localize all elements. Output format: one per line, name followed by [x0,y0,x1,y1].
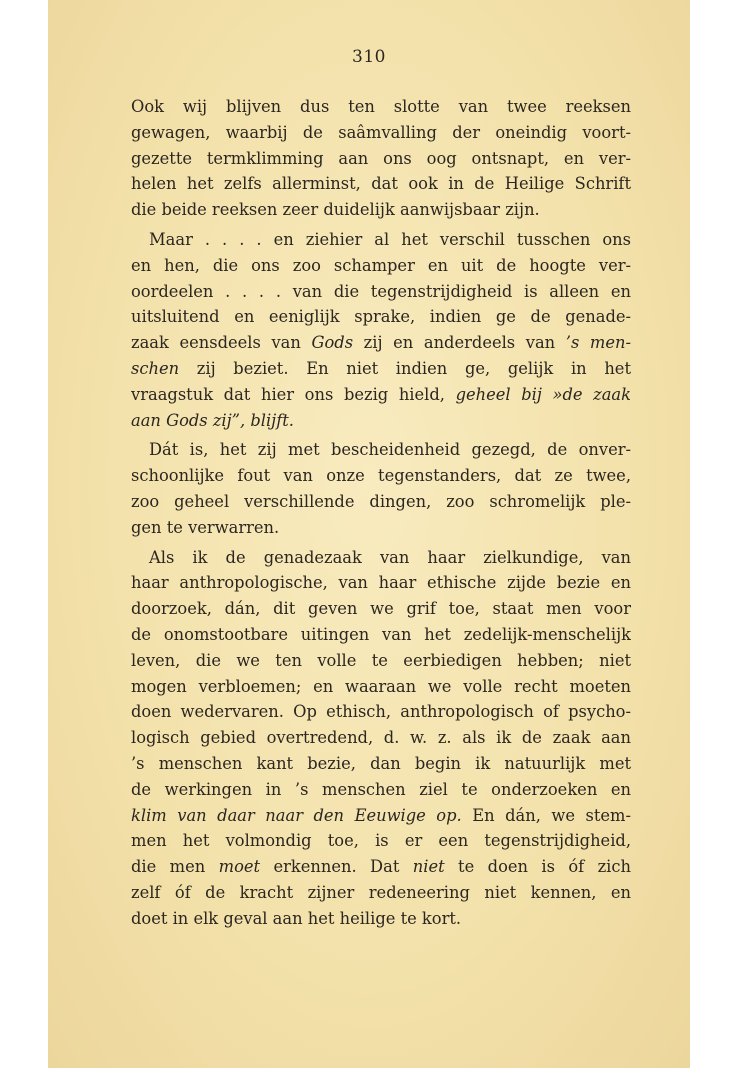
text-line: en hen, die ons zoo schamper en uit de hoogte ver- [131,255,631,275]
text-line: men het volmondig toe, is er een tegenstrijdigheid, [131,831,631,851]
text-run: te doen is óf zich [444,857,631,877]
text-run-italic: aan Gods zij”, blijft. [131,410,294,430]
text-run: zij en anderdeels van [353,333,566,353]
text-line: helen het zelfs allerminst, dat ook in de Heilige Schrift [131,174,631,194]
text-line: Ook wij blijven dus ten slotte van twee reeksen [131,97,631,116]
text-line: Dát is, het zij met bescheidenheid gezegd, de onver- [149,440,631,460]
text-line: zelf óf de kracht zijner redeneering niet kennen, en [131,882,631,902]
text-run-italic: niet [412,857,445,877]
text-run: die men [131,857,219,877]
text-line: gewagen, waarbij de saâmvalling der oneindig voort- [131,122,631,142]
text-run-italic: moet [218,857,261,877]
text-line: oordeelen . . . . van die tegenstrijdigheid is alleen en [131,281,631,301]
text-line: schoonlijke fout van onze tegenstanders, dat ze twee, [131,466,631,486]
text-line: uitsluitend en eeniglijk sprake, indien ge de genade- [131,307,631,327]
text-run-italic: Gods [311,333,354,353]
paragraph-2 [131,227,631,433]
book-page [48,0,690,1068]
paragraph-4 [131,545,631,932]
page-number: 310 [352,47,386,67]
text-line: de werkingen in ’s menschen ziel te onderzoeken en [131,779,631,799]
text-run: En dán, we stem- [461,805,631,825]
text-run-italic: ’s men- [565,333,631,353]
text-line: zoo geheel verschillende dingen, zoo schromelijk ple- [131,491,631,511]
text-run-italic: geheel bij »de zaak [455,384,631,404]
text-line [131,330,631,356]
text-line: Maar . . . . en ziehier al het verschil tusschen ons [149,229,631,249]
text-line [131,854,631,880]
body-text [131,94,631,936]
paragraph-1 [131,94,631,223]
text-line: logisch gebied overtredend, d. w. z. als ik de zaak aan [131,728,631,748]
text-line: doet in elk geval aan het heilige te kort. [131,908,462,928]
text-run: erkennen. Dat [260,857,413,877]
text-line: haar anthropologische, van haar ethische zijde bezie en [131,573,631,593]
text-line [131,803,631,829]
text-line: gezette termklimming aan ons oog ontsnapt, en ver- [131,148,631,168]
text-run: zij beziet. En niet indien ge, gelijk in het [179,358,631,378]
text-line [131,408,631,434]
paragraph-3 [131,437,631,540]
text-run: zaak eensdeels van [131,333,312,353]
text-line: die beide reeksen zeer duidelijk aanwijsbaar zijn. [131,200,540,220]
text-run-italic: schen [131,358,180,378]
text-line: doorzoek, dán, dit geven we grif toe, staat men voor [131,599,631,619]
text-line: de onomstootbare uitingen van het zedelijk-menschelijk [131,624,631,644]
text-line: doen wedervaren. Op ethisch, anthropologisch of psycho- [131,702,631,722]
text-line: leven, die we ten volle te eerbiedigen hebben; niet [131,650,631,670]
text-line: mogen verbloemen; en waaraan we volle recht moeten [131,676,631,696]
text-line [131,356,631,382]
text-run: vraagstuk dat hier ons bezig hield, [131,384,456,404]
text-line: Als ik de genadezaak van haar zielkundige, van [149,547,631,567]
text-line [131,382,631,408]
text-line: gen te verwarren. [131,517,280,537]
text-run-italic: klim van daar naar den Eeuwige op. [131,805,462,825]
text-line: ’s menschen kant bezie, dan begin ik natuurlijk met [131,753,631,773]
